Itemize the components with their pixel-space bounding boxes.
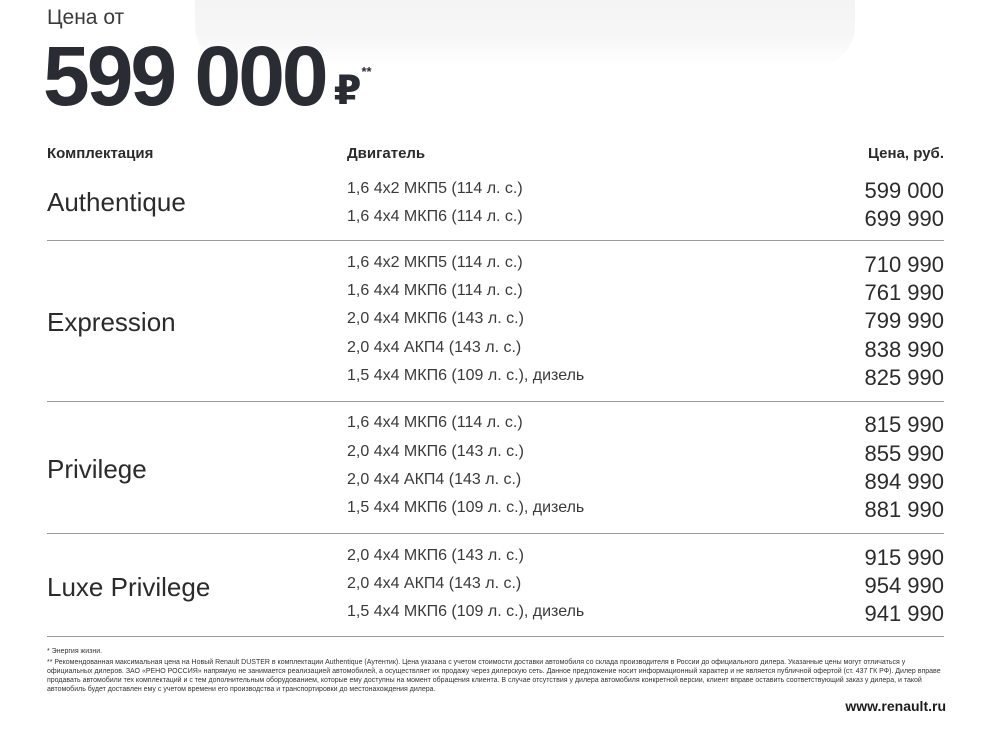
price-cell: 915 990	[864, 545, 944, 570]
engine-cell: 2,0 4x4 АКП4 (143 л. с.)	[347, 471, 522, 488]
price-cell: 855 990	[864, 441, 944, 466]
engine-cell: 2,0 4x4 АКП4 (143 л. с.)	[347, 339, 522, 356]
trim-name: Expression	[47, 307, 176, 337]
website-link[interactable]: www.renault.ru	[845, 698, 946, 714]
price-cell: 894 990	[864, 469, 944, 494]
trim-group-authentique	[47, 174, 944, 240]
trim-name: Authentique	[47, 187, 186, 217]
hero-price	[43, 28, 372, 124]
table-row	[47, 178, 944, 206]
table-row	[47, 497, 944, 525]
engine-cell: 1,6 4x4 МКП6 (114 л. с.)	[347, 414, 523, 431]
engine-cell: 2,0 4x4 МКП6 (143 л. с.)	[347, 310, 524, 327]
engine-cell: 1,6 4x4 МКП6 (114 л. с.)	[347, 282, 523, 299]
table-bottom-divider	[47, 636, 944, 637]
footnotes	[47, 647, 947, 696]
engine-cell: 1,6 4x2 МКП5 (114 л. с.)	[347, 180, 523, 197]
engine-cell: 2,0 4x4 АКП4 (143 л. с.)	[347, 575, 522, 592]
price-cell: 799 990	[864, 308, 944, 333]
table-row	[47, 545, 944, 573]
engine-cell: 1,6 4x2 МКП5 (114 л. с.)	[347, 254, 523, 271]
trim-group-expression	[47, 240, 944, 401]
table-row	[47, 280, 944, 308]
table-row	[47, 441, 944, 469]
engine-cell: 1,5 4x4 МКП6 (109 л. с.), дизель	[347, 603, 585, 620]
table-row	[47, 365, 944, 393]
price-from-label: Цена от	[47, 6, 125, 29]
engine-cell: 2,0 4x4 МКП6 (143 л. с.)	[347, 547, 524, 564]
engine-cell: 1,5 4x4 МКП6 (109 л. с.), дизель	[347, 367, 585, 384]
engine-cell: 1,5 4x4 МКП6 (109 л. с.), дизель	[347, 499, 585, 516]
price-cell: 941 990	[864, 601, 944, 626]
price-cell: 881 990	[864, 497, 944, 522]
trim-group-luxe-privilege	[47, 533, 944, 637]
trim-name: Privilege	[47, 454, 147, 484]
engine-cell: 1,6 4x4 МКП6 (114 л. с.)	[347, 208, 523, 225]
table-row	[47, 601, 944, 629]
footnote-mark: **	[361, 64, 372, 79]
price-cell: 699 990	[864, 206, 944, 231]
table-row	[47, 469, 944, 497]
price-cell: 710 990	[864, 252, 944, 277]
trim-name: Luxe Privilege	[47, 572, 211, 602]
table-row	[47, 252, 944, 280]
column-header-trim: Комплектация	[47, 145, 154, 162]
price-cell: 815 990	[864, 412, 944, 437]
column-header-price: Цена, руб.	[868, 145, 944, 162]
column-header-engine: Двигатель	[347, 145, 426, 162]
price-cell: 838 990	[864, 337, 944, 362]
price-cell: 825 990	[864, 365, 944, 390]
price-cell: 761 990	[864, 280, 944, 305]
price-cell: 599 000	[864, 178, 944, 203]
footnote-2: ** Рекомендованная максимальная цена на Новый Renault DUSTER в комплектации Authentique (Аутентик). Цена указана с учетом стоимости доставки автомобиля со склада производителя в России до официального дилера. Указанные цены могут отличаться у официальных дилеров. ЗАО «РЕНО РОССИЯ» напрямую не занимается реализацией автомобилей, а осуществляет их продажу через дилерскую сеть. Данное предложение носит информационный характер и не является публичной офертой (ст. 437 ГК РФ). Дилер вправе продавать автомобили тех комплектаций и с тем дополнительным оборудованием, которые ему доступны на момент обращения клиента. В случае отсутствия у дилера автомобиля конкретной версии, клиент вправе оставить соответствующий заказ у дилера, и такой автомобиль будет доставлен ему с учетом времени его производства и транспортировки до местонахождения дилера.	[47, 659, 941, 693]
table-row	[47, 337, 944, 365]
hero-price-value: 599 000	[43, 29, 326, 123]
table-row	[47, 573, 944, 601]
price-cell: 954 990	[864, 573, 944, 598]
footnote-1: * Энергия жизни.	[47, 648, 103, 655]
table-row	[47, 206, 944, 234]
ruble-sign: ₽	[333, 69, 362, 113]
trim-group-privilege	[47, 401, 944, 533]
table-row	[47, 308, 944, 336]
engine-cell: 2,0 4x4 МКП6 (143 л. с.)	[347, 443, 524, 460]
table-row	[47, 412, 944, 440]
